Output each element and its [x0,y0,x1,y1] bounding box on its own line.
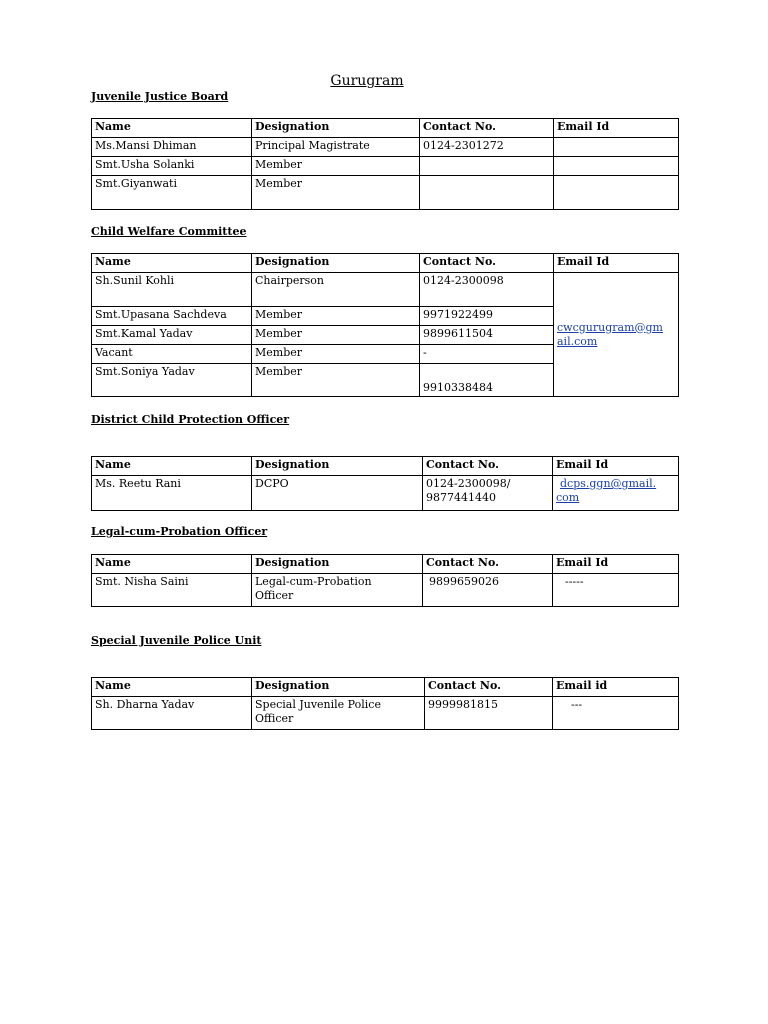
table-district-child-protection-officer [91,456,679,511]
header-contact: Contact No. [420,254,554,273]
cell-contact: 9999981815 [425,697,553,730]
cell-contact: 9910338484 [420,364,554,397]
header-name: Name [92,555,252,574]
header-email: Email Id [554,254,679,273]
cell-designation: Member [252,345,420,364]
cell-email [553,476,679,511]
cell-designation: Principal Magistrate [252,138,420,157]
cell-email [554,157,679,176]
header-email: Email Id [553,555,679,574]
header-contact: Contact No. [420,119,554,138]
cell-name: Vacant [92,345,252,364]
cell-contact: 9971922499 [420,307,554,326]
email-link-line: com [556,491,580,504]
page-title: Gurugram [330,73,404,89]
table-header-row [92,254,679,273]
cell-contact: - [420,345,554,364]
table-row [92,157,679,176]
table-child-welfare-committee [91,253,679,397]
cell-contact: 9899611504 [420,326,554,345]
designation-line: Legal-cum-Probation [255,575,372,588]
cell-designation [252,697,425,730]
cell-contact [423,476,553,511]
contact-line: 9877441440 [426,491,496,504]
cell-name: Smt.Usha Solanki [92,157,252,176]
cell-designation: Chairperson [252,273,420,307]
email-link-line: dcps.ggn@gmail. [560,477,657,490]
header-name: Name [92,119,252,138]
table-row [92,176,679,210]
table-header-row [92,678,679,697]
table-row [92,574,679,607]
cell-contact [420,157,554,176]
cell-name: Ms.Mansi Dhiman [92,138,252,157]
header-name: Name [92,254,252,273]
section-heading-juvenile-justice-board: Juvenile Justice Board [91,90,229,103]
designation-line: Special Juvenile Police [255,698,381,711]
email-link-cwc[interactable] [557,321,663,348]
contact-line: 0124-2300098/ [426,477,511,490]
cell-name: Sh.Sunil Kohli [92,273,252,307]
cell-email: ----- [553,574,679,607]
table-header-row [92,119,679,138]
cell-contact: 0124-2300098 [420,273,554,307]
table-juvenile-justice-board [91,118,679,210]
cell-designation: Member [252,364,420,397]
cell-email [554,176,679,210]
cell-name: Smt.Upasana Sachdeva [92,307,252,326]
cell-contact [420,176,554,210]
table-header-row [92,555,679,574]
email-link-dcpo-cont[interactable] [556,491,579,504]
header-designation: Designation [252,119,420,138]
designation-line: Officer [255,712,294,725]
cell-designation: Member [252,157,420,176]
header-contact: Contact No. [423,555,553,574]
cell-name: Sh. Dharna Yadav [92,697,252,730]
email-link-line: ail.com [557,334,598,348]
table-header-row [92,457,679,476]
header-designation: Designation [252,555,423,574]
cell-name: Smt. Nisha Saini [92,574,252,607]
table-row [92,138,679,157]
cell-contact: 9899659026 [423,574,553,607]
table-row [92,476,679,511]
cell-name: Smt.Giyanwati [92,176,252,210]
cell-contact: 0124-2301272 [420,138,554,157]
header-contact: Contact No. [423,457,553,476]
table-row [92,697,679,730]
header-name: Name [92,678,252,697]
header-name: Name [92,457,252,476]
cell-email-merged [554,273,679,397]
section-heading-child-welfare-committee: Child Welfare Committee [91,225,247,238]
email-link-dcpo[interactable] [560,477,656,490]
header-email: Email Id [554,119,679,138]
header-designation: Designation [252,457,423,476]
header-designation: Designation [252,254,420,273]
cell-name: Smt.Soniya Yadav [92,364,252,397]
cell-email [554,138,679,157]
header-email: Email Id [553,457,679,476]
email-link-line: cwcgurugram@gm [557,320,663,334]
cell-designation: Member [252,176,420,210]
designation-line: Officer [255,589,294,602]
table-legal-cum-probation-officer [91,554,679,607]
table-special-juvenile-police-unit [91,677,679,730]
cell-designation [252,574,423,607]
header-email: Email id [553,678,679,697]
cell-designation: Member [252,326,420,345]
cell-name: Smt.Kamal Yadav [92,326,252,345]
header-designation: Designation [252,678,425,697]
table-row [92,273,679,307]
cell-designation: Member [252,307,420,326]
cell-email: --- [553,697,679,730]
cell-designation: DCPO [252,476,423,511]
cell-name: Ms. Reetu Rani [92,476,252,511]
section-heading-special-juvenile-police-unit: Special Juvenile Police Unit [91,634,262,647]
header-contact: Contact No. [425,678,553,697]
section-heading-district-child-protection-officer: District Child Protection Officer [91,413,290,426]
section-heading-legal-cum-probation-officer: Legal-cum-Probation Officer [91,525,268,538]
